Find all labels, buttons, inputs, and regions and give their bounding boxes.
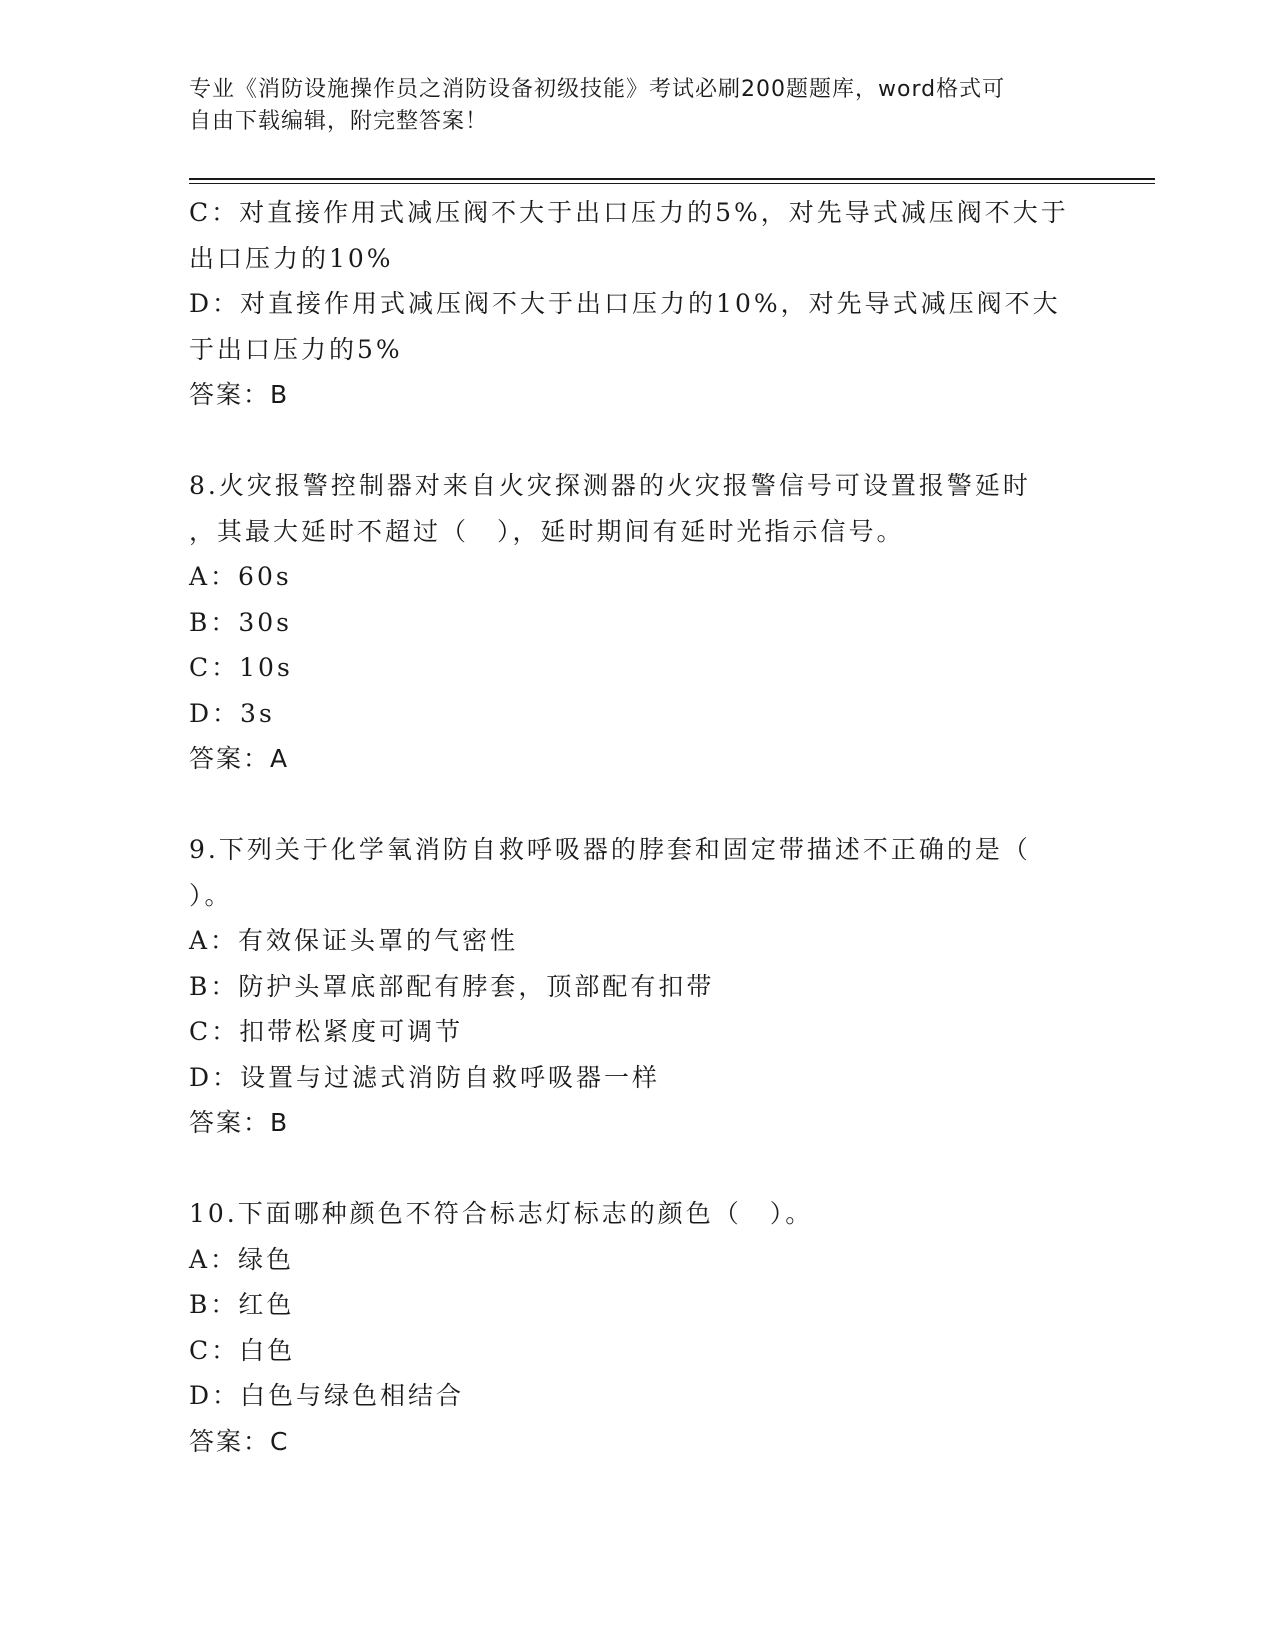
answer: 答案：A xyxy=(189,744,290,773)
option-c: C：白色 xyxy=(189,1335,296,1365)
question-stem: 8.火灾报警控制器对来自火灾探测器的火灾报警信号可设置报警延时 xyxy=(189,471,1031,500)
option-b: B：红色 xyxy=(189,1290,295,1319)
option-d: D：设置与过滤式消防自救呼吸器一样 xyxy=(189,1062,661,1092)
answer: 答案：B xyxy=(189,1108,290,1137)
header-line-2: 自由下载编辑，附完整答案！ xyxy=(189,109,489,134)
header-line-1: 专业《消防设施操作员之消防设备初级技能》考试必刷200题题库，word格式可 xyxy=(189,77,1006,102)
option-b: B：30s xyxy=(189,607,293,637)
option-c-line-1: C：对直接作用式减压阀不大于出口压力的5%，对先导式减压阀不大于 xyxy=(189,198,1069,227)
option-d: D：3s xyxy=(189,698,275,728)
option-a: A：绿色 xyxy=(189,1244,295,1274)
option-b: B：防护头罩底部配有脖套，顶部配有扣带 xyxy=(189,971,715,1001)
document-header xyxy=(189,74,1069,138)
option-c: C：扣带松紧度可调节 xyxy=(189,1017,464,1046)
question-stem: 10.下面哪种颜色不符合标志灯标志的颜色（ ）。 xyxy=(189,1199,814,1228)
answer: 答案：C xyxy=(189,1426,290,1456)
question-content xyxy=(189,190,1089,1464)
header-rule-thin xyxy=(189,183,1155,184)
option-c-line-2: 出口压力的10% xyxy=(189,243,394,273)
option-a: A：60s xyxy=(189,562,292,591)
question-stem: 9.下列关于化学氧消防自救呼吸器的脖套和固定带描述不正确的是（ xyxy=(189,835,1031,864)
option-d-line-2: 于出口压力的5% xyxy=(189,334,403,364)
question-stem-cont: ）。 xyxy=(189,880,233,910)
answer: 答案：B xyxy=(189,380,290,409)
option-c: C：10s xyxy=(189,653,293,682)
question-stem-cont: ，其最大延时不超过（ ），延时期间有延时光指示信号。 xyxy=(189,516,905,546)
option-d: D：白色与绿色相结合 xyxy=(189,1381,465,1410)
header-rule-thick xyxy=(189,178,1155,180)
option-d-line-1: D：对直接作用式减压阀不大于出口压力的10%，对先导式减压阀不大 xyxy=(189,289,1061,318)
option-a: A：有效保证头罩的气密性 xyxy=(189,926,519,955)
